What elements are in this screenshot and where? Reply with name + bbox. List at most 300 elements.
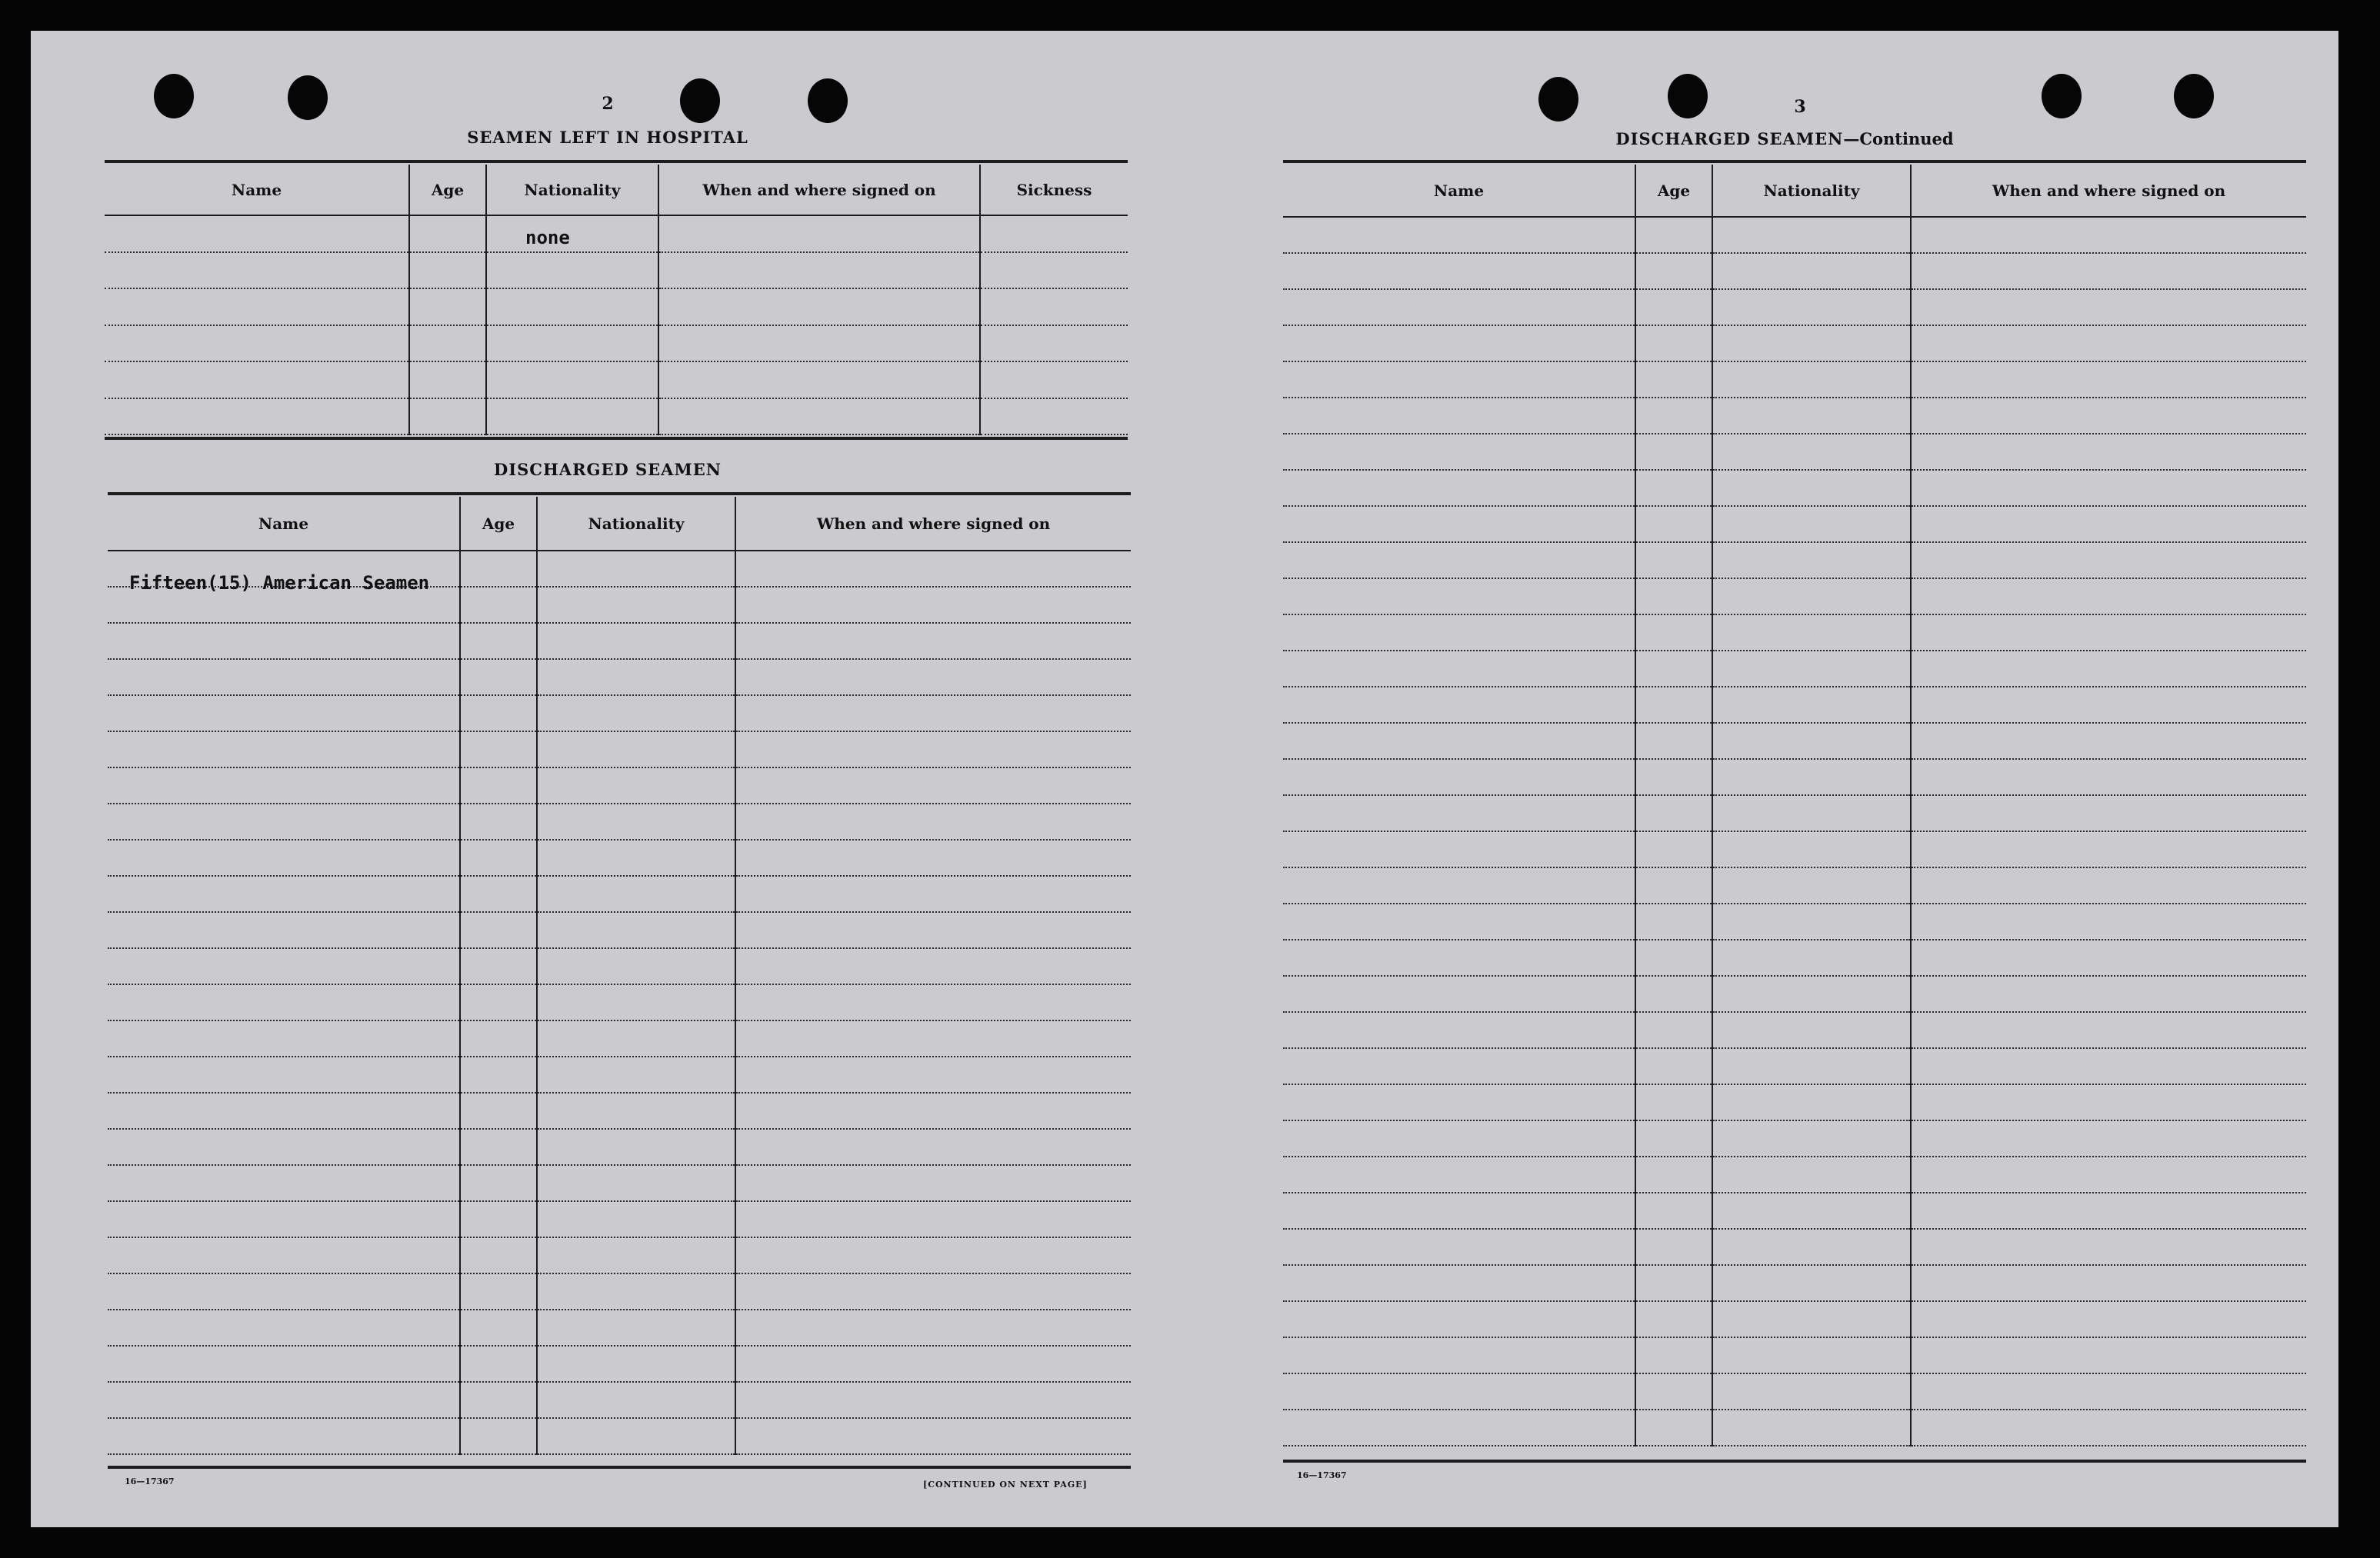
table-cell <box>460 1057 537 1093</box>
table-cell <box>1635 904 1712 940</box>
table-cell <box>108 1020 460 1057</box>
table-cell <box>1283 1337 1635 1373</box>
table-cell <box>460 623 537 659</box>
table-cell <box>1283 687 1635 723</box>
table-cell <box>1712 1229 1911 1265</box>
table-cell <box>460 1020 537 1057</box>
table-cell <box>409 325 486 362</box>
table-cell <box>1911 542 2306 578</box>
table-cell <box>1635 1410 1712 1446</box>
table-row <box>108 767 1131 804</box>
table-row <box>108 1201 1131 1237</box>
table-cell <box>735 1382 1131 1418</box>
table-cell <box>1911 1410 2306 1446</box>
table-cell <box>735 1093 1131 1129</box>
table-cell <box>1712 795 1911 831</box>
table-cell <box>735 695 1131 731</box>
table-cell <box>735 1129 1131 1165</box>
table-cell <box>1712 289 1911 325</box>
table-row <box>1283 867 2306 904</box>
table-cell <box>1283 325 1635 361</box>
table-cell <box>1712 1265 1911 1301</box>
table-cell <box>486 288 658 325</box>
table-cell <box>409 398 486 435</box>
table-cell <box>1635 1084 1712 1120</box>
table-cell <box>1712 1084 1911 1120</box>
table-cell <box>1635 578 1712 614</box>
table-cell <box>1911 1193 2306 1229</box>
table-cell <box>1712 506 1911 542</box>
table-cell <box>486 398 658 435</box>
table-cell <box>537 551 735 587</box>
column-header-age: Age <box>1635 165 1712 217</box>
table-cell <box>735 1346 1131 1382</box>
table-cell <box>460 551 537 587</box>
table-cell <box>735 912 1131 948</box>
table-row <box>1283 1337 2306 1373</box>
table-cell <box>108 1382 460 1418</box>
table-cell <box>108 695 460 731</box>
table-cell <box>735 731 1131 767</box>
table-cell <box>409 215 486 252</box>
table-cell <box>1911 1373 2306 1410</box>
table-cell <box>1635 470 1712 506</box>
table-cell <box>1911 867 2306 904</box>
table-cell <box>1635 1229 1712 1265</box>
table-cell <box>735 659 1131 695</box>
table-cell <box>460 876 537 912</box>
table-cell <box>537 1418 735 1454</box>
table-row <box>1283 1193 2306 1229</box>
table-row <box>1283 434 2306 470</box>
table-row <box>108 1346 1131 1382</box>
table-cell <box>537 695 735 731</box>
table-cell <box>537 1346 735 1382</box>
table-cell <box>1911 470 2306 506</box>
section-rule <box>108 492 1131 495</box>
table-cell <box>1283 723 1635 759</box>
table-row <box>108 1237 1131 1273</box>
table-row <box>1283 687 2306 723</box>
table-cell <box>1712 1120 1911 1157</box>
table-cell <box>460 587 537 623</box>
table-cell <box>108 659 460 695</box>
table-cell <box>537 587 735 623</box>
table-cell <box>460 1237 537 1273</box>
column-header-name: Name <box>105 165 409 215</box>
table-cell <box>1635 1373 1712 1410</box>
table-cell <box>537 876 735 912</box>
table-row <box>1283 759 2306 795</box>
table-cell <box>1911 614 2306 651</box>
table-cell <box>1635 1337 1712 1373</box>
table-cell <box>1635 361 1712 398</box>
table-cell <box>980 361 1128 398</box>
table-cell <box>108 1310 460 1346</box>
table-cell <box>460 1165 537 1201</box>
table-cell <box>735 1201 1131 1237</box>
table-cell <box>1283 651 1635 687</box>
table-cell <box>108 551 460 594</box>
table-cell <box>1635 542 1712 578</box>
column-header-name: Name <box>108 497 460 551</box>
table-cell <box>460 804 537 840</box>
table-cell <box>1283 1229 1635 1265</box>
table-cell <box>460 1346 537 1382</box>
table-cell <box>460 767 537 804</box>
table-cell <box>1283 867 1635 904</box>
table-row <box>1283 795 2306 831</box>
table-cell <box>735 623 1131 659</box>
table-row <box>108 804 1131 840</box>
table-cell <box>658 361 980 398</box>
table-cell <box>1911 651 2306 687</box>
table-cell <box>1911 795 2306 831</box>
right-page <box>1185 31 2338 1527</box>
table-cell <box>1635 1265 1712 1301</box>
table-cell <box>1712 578 1911 614</box>
hospital-table <box>105 165 1128 435</box>
table-cell <box>1712 759 1911 795</box>
table-cell <box>1283 578 1635 614</box>
handwritten-entry: none <box>525 226 570 248</box>
form-number: 16—17367 <box>1297 1470 1347 1480</box>
table-row <box>105 361 1128 398</box>
table-cell <box>1911 325 2306 361</box>
table-cell <box>1283 1012 1635 1048</box>
column-header-signed-on: When and where signed on <box>1911 165 2306 217</box>
table-cell <box>1911 940 2306 976</box>
table-cell <box>1635 614 1712 651</box>
section-rule <box>108 1466 1131 1469</box>
table-cell <box>1635 651 1712 687</box>
table-cell <box>105 361 409 398</box>
table-cell <box>1283 759 1635 795</box>
table-cell <box>537 804 735 840</box>
table-row <box>108 1020 1131 1057</box>
table-cell <box>460 840 537 876</box>
table-row <box>1283 1012 2306 1048</box>
table-row <box>1283 831 2306 867</box>
table-cell <box>1283 904 1635 940</box>
ledger-sheet <box>31 31 2338 1527</box>
table-row <box>108 731 1131 767</box>
table-row <box>105 252 1128 289</box>
table-cell <box>658 252 980 289</box>
table-cell <box>735 1310 1131 1346</box>
table-cell <box>537 1093 735 1129</box>
table-cell <box>105 252 409 289</box>
table-row <box>105 215 1128 252</box>
table-cell <box>537 659 735 695</box>
table-cell <box>1911 687 2306 723</box>
title-text: DISCHARGED SEAMEN <box>1615 129 1844 148</box>
table-cell <box>1283 1265 1635 1301</box>
table-row <box>1283 1410 2306 1446</box>
table-cell <box>1712 1337 1911 1373</box>
table-cell <box>980 398 1128 435</box>
table-cell <box>658 325 980 362</box>
table-cell <box>1712 723 1911 759</box>
table-cell <box>460 695 537 731</box>
table-row <box>108 1273 1131 1310</box>
table-cell <box>1283 1120 1635 1157</box>
table-cell <box>460 1201 537 1237</box>
table-cell <box>1635 976 1712 1012</box>
table-row <box>108 551 1131 587</box>
table-cell <box>537 1129 735 1165</box>
table-cell <box>735 804 1131 840</box>
section-rule <box>105 437 1128 440</box>
table-cell <box>108 1346 460 1382</box>
table-cell <box>537 1273 735 1310</box>
table-cell <box>1911 1301 2306 1337</box>
table-row <box>1283 542 2306 578</box>
table-cell <box>537 948 735 984</box>
table-cell <box>108 1165 460 1201</box>
table-row <box>1283 1229 2306 1265</box>
section-rule <box>1283 1460 2306 1463</box>
table-row <box>108 1165 1131 1201</box>
table-cell <box>460 948 537 984</box>
discharged-table <box>108 497 1131 1455</box>
table-cell <box>1712 651 1911 687</box>
table-cell <box>1283 976 1635 1012</box>
table-cell <box>1635 795 1712 831</box>
table-cell <box>1635 1012 1712 1048</box>
table-cell <box>1712 1301 1911 1337</box>
table-row <box>1283 1301 2306 1337</box>
table-row <box>108 1382 1131 1418</box>
table-cell <box>1911 723 2306 759</box>
table-row <box>1283 217 2306 253</box>
table-cell <box>1911 289 2306 325</box>
table-cell <box>108 731 460 767</box>
table-cell <box>1283 1193 1635 1229</box>
table-cell <box>1911 1048 2306 1084</box>
table-cell <box>1283 217 1635 253</box>
table-cell <box>1712 398 1911 434</box>
table-cell <box>1635 759 1712 795</box>
table-cell <box>1911 217 2306 253</box>
table-cell <box>108 1418 460 1454</box>
table-cell <box>1635 253 1712 289</box>
table-cell <box>537 1020 735 1057</box>
table-cell <box>1911 1157 2306 1193</box>
table-row <box>1283 253 2306 289</box>
table-cell <box>1635 1157 1712 1193</box>
table-cell <box>108 1237 460 1273</box>
table-row <box>1283 1373 2306 1410</box>
table-cell <box>980 252 1128 289</box>
table-cell <box>537 731 735 767</box>
table-cell <box>108 767 460 804</box>
column-header-sickness: Sickness <box>980 165 1128 215</box>
table-cell <box>1283 361 1635 398</box>
table-cell <box>1911 1337 2306 1373</box>
table-cell <box>1283 542 1635 578</box>
table-cell <box>1283 795 1635 831</box>
discharged-continued-title <box>1554 129 2015 148</box>
table-cell <box>1712 361 1911 398</box>
table-cell <box>735 876 1131 912</box>
table-row <box>108 876 1131 912</box>
table-cell <box>1635 217 1712 253</box>
column-header-signed-on: When and where signed on <box>735 497 1131 551</box>
column-header-age: Age <box>460 497 537 551</box>
table-cell <box>735 984 1131 1020</box>
table-cell <box>1911 976 2306 1012</box>
table-cell <box>1712 831 1911 867</box>
discharged-continued-table <box>1283 165 2306 1446</box>
table-cell <box>486 361 658 398</box>
table-cell <box>1712 1157 1911 1193</box>
table-cell <box>409 252 486 289</box>
table-cell <box>108 984 460 1020</box>
table-cell <box>1911 434 2306 470</box>
table-cell <box>1911 1084 2306 1120</box>
table-cell <box>1911 1265 2306 1301</box>
table-cell <box>460 984 537 1020</box>
table-cell <box>1911 253 2306 289</box>
table-row <box>1283 976 2306 1012</box>
table-cell <box>1283 1373 1635 1410</box>
table-cell <box>658 288 980 325</box>
table-cell <box>105 325 409 362</box>
column-header-signed-on: When and where signed on <box>658 165 980 215</box>
table-row <box>1283 506 2306 542</box>
table-cell <box>1712 542 1911 578</box>
table-row <box>108 840 1131 876</box>
table-cell <box>1712 940 1911 976</box>
column-header-nationality: Nationality <box>537 497 735 551</box>
table-cell <box>1712 1048 1911 1084</box>
left-page <box>31 31 1185 1527</box>
table-cell <box>486 252 658 289</box>
table-row <box>1283 614 2306 651</box>
table-cell <box>1283 289 1635 325</box>
table-cell <box>1911 759 2306 795</box>
table-cell <box>1283 1048 1635 1084</box>
table-row <box>105 288 1128 325</box>
table-cell <box>1712 904 1911 940</box>
table-cell <box>105 215 409 252</box>
table-cell <box>1712 867 1911 904</box>
table-cell <box>460 1093 537 1129</box>
table-cell <box>1712 1012 1911 1048</box>
table-cell <box>1712 614 1911 651</box>
table-cell <box>735 587 1131 623</box>
table-cell <box>537 1237 735 1273</box>
table-cell <box>1911 1229 2306 1265</box>
table-cell <box>1911 506 2306 542</box>
table-cell <box>409 361 486 398</box>
table-row <box>1283 325 2306 361</box>
table-cell <box>1911 361 2306 398</box>
table-cell <box>108 1273 460 1310</box>
table-cell <box>735 1020 1131 1057</box>
table-row <box>1283 1157 2306 1193</box>
table-row <box>1283 1048 2306 1084</box>
table-row <box>108 984 1131 1020</box>
continued-note: [CONTINUED ON NEXT PAGE] <box>923 1480 1088 1490</box>
table-cell <box>1635 398 1712 434</box>
table-row <box>1283 361 2306 398</box>
table-cell <box>735 840 1131 876</box>
table-row <box>108 1057 1131 1093</box>
table-cell <box>537 984 735 1020</box>
discharged-section-title: DISCHARGED SEAMEN <box>494 460 722 479</box>
table-cell <box>735 948 1131 984</box>
table-cell <box>108 1057 460 1093</box>
table-cell <box>1712 253 1911 289</box>
table-cell <box>1911 578 2306 614</box>
table-cell <box>735 1418 1131 1454</box>
table-cell <box>537 767 735 804</box>
table-cell <box>1635 723 1712 759</box>
table-row <box>1283 289 2306 325</box>
table-row <box>1283 578 2306 614</box>
table-cell <box>1283 614 1635 651</box>
table-row <box>108 1129 1131 1165</box>
page-number: 3 <box>1794 97 1806 117</box>
table-cell <box>1712 1193 1911 1229</box>
table-row <box>108 1093 1131 1129</box>
table-row <box>105 398 1128 435</box>
form-number: 16—17367 <box>125 1476 175 1486</box>
table-cell <box>486 325 658 362</box>
table-row <box>105 325 1128 362</box>
table-cell <box>537 912 735 948</box>
table-cell <box>1911 398 2306 434</box>
table-cell <box>537 1057 735 1093</box>
table-row <box>1283 1120 2306 1157</box>
page-number: 2 <box>602 94 614 114</box>
table-cell <box>460 659 537 695</box>
table-cell <box>1283 831 1635 867</box>
column-header-name: Name <box>1283 165 1635 217</box>
table-cell <box>735 1273 1131 1310</box>
table-cell <box>1283 1410 1635 1446</box>
table-cell <box>1635 325 1712 361</box>
table-cell <box>537 1165 735 1201</box>
table-row <box>108 623 1131 659</box>
table-row <box>1283 904 2306 940</box>
column-header-nationality: Nationality <box>1712 165 1911 217</box>
table-row <box>1283 470 2306 506</box>
table-cell <box>1635 940 1712 976</box>
table-cell <box>1635 1048 1712 1084</box>
column-header-age: Age <box>409 165 486 215</box>
section-rule <box>1283 160 2306 163</box>
table-cell <box>735 551 1131 587</box>
table-cell <box>460 1129 537 1165</box>
table-cell <box>1635 1301 1712 1337</box>
table-cell <box>980 288 1128 325</box>
table-cell <box>1635 867 1712 904</box>
table-cell <box>108 948 460 984</box>
table-cell <box>108 1129 460 1165</box>
table-cell <box>105 398 409 435</box>
table-row <box>108 659 1131 695</box>
table-cell <box>537 1310 735 1346</box>
table-cell <box>460 1382 537 1418</box>
table-cell <box>1635 289 1712 325</box>
table-cell <box>108 623 460 659</box>
table-cell <box>1712 1373 1911 1410</box>
table-cell <box>1283 398 1635 434</box>
table-cell <box>1712 470 1911 506</box>
